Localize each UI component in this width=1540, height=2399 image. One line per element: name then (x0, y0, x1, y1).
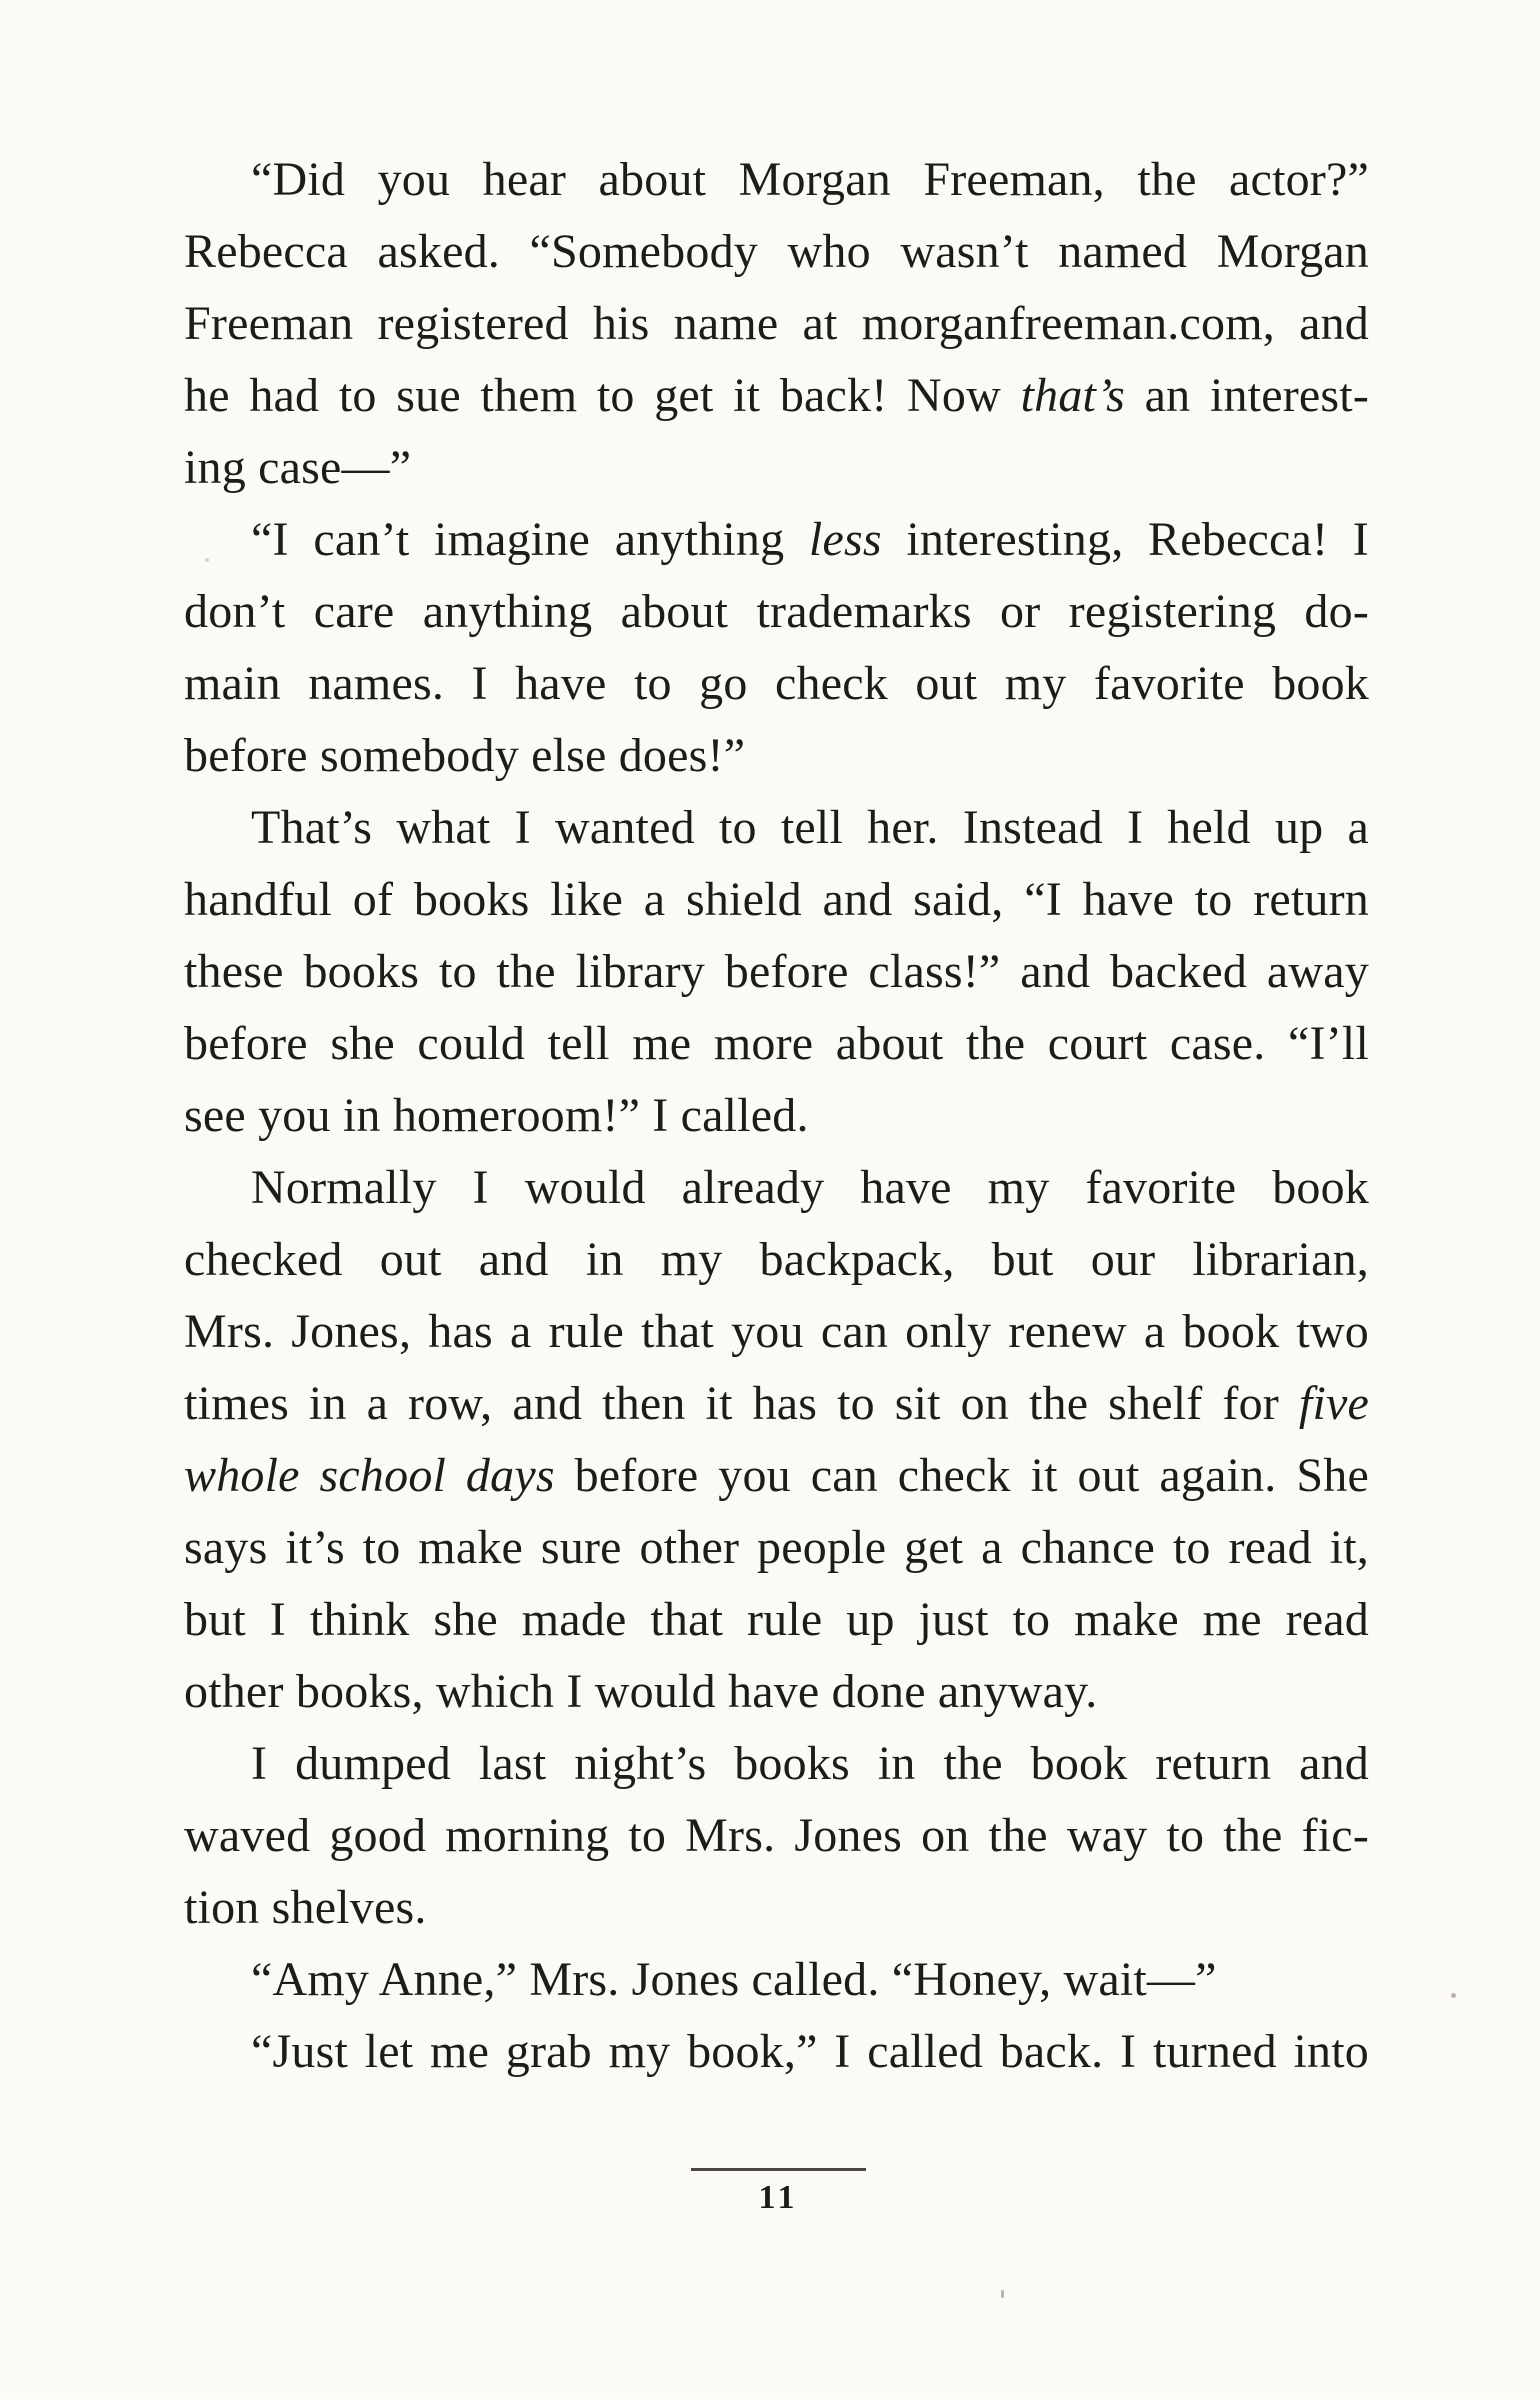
text-line: tion shelves. (184, 1881, 427, 1934)
text-line: before she could tell me more about the court case. “I’ll (184, 1017, 1369, 1070)
italic-emphasis: that’s (1020, 369, 1125, 422)
text-line: whole school days before you can check it out again. She (184, 1449, 1369, 1502)
text-line: Mrs. Jones, has a rule that you can only renew a book two (184, 1305, 1369, 1358)
text-line: says it’s to make sure other people get a chance to read it, (184, 1521, 1369, 1574)
text-line: “I can’t imagine anything less interesting, Rebecca! I (251, 513, 1369, 566)
italic-emphasis: five (1298, 1377, 1369, 1430)
text-line: checked out and in my backpack, but our librarian, (184, 1233, 1369, 1286)
text-line: he had to sue them to get it back! Now that’s an interest- (184, 369, 1370, 422)
text-line: Freeman registered his name at morganfreeman.com, and (184, 297, 1369, 350)
text-line: “Did you hear about Morgan Freeman, the actor?” (251, 153, 1369, 206)
page-number: 11 (758, 2179, 799, 2216)
text-line: Normally I would already have my favorite book (251, 1161, 1369, 1214)
text-line: but I think she made that rule up just to make me read (184, 1593, 1369, 1646)
text-line: before somebody else does!” (184, 729, 746, 782)
body-text (184, 144, 1369, 2088)
text-line: I dumped last night’s books in the book return and (251, 1737, 1369, 1790)
italic-emphasis: whole school days (184, 1449, 555, 1502)
text-line: don’t care anything about trademarks or registering do- (184, 585, 1369, 638)
text-line: ing case—” (184, 441, 412, 494)
text-line: waved good morning to Mrs. Jones on the way to the fic- (184, 1809, 1369, 1862)
text-line: Rebecca asked. “Somebody who wasn’t named Morgan (184, 225, 1369, 278)
text-line: That’s what I wanted to tell her. Instead I held up a (251, 801, 1369, 854)
text-line: handful of books like a shield and said, “I have to return (184, 873, 1369, 926)
text-line: “Amy Anne,” Mrs. Jones called. “Honey, wait—” (251, 1953, 1217, 2006)
text-line: these books to the library before class!” and backed away (184, 945, 1369, 998)
paper-speck (1451, 1993, 1456, 1998)
text-line: “Just let me grab my book,” I called back. I turned into (251, 2025, 1369, 2078)
text-line: times in a row, and then it has to sit on the shelf for five (184, 1377, 1369, 1430)
folio-rule (691, 2168, 866, 2171)
text-line: other books, which I would have done anyway. (184, 1665, 1098, 1718)
paper-speck (205, 558, 209, 562)
text-line: see you in homeroom!” I called. (184, 1089, 809, 1142)
paper-speck (1001, 2290, 1004, 2298)
italic-emphasis: less (808, 513, 882, 566)
text-line: main names. I have to go check out my favorite book (184, 657, 1369, 710)
